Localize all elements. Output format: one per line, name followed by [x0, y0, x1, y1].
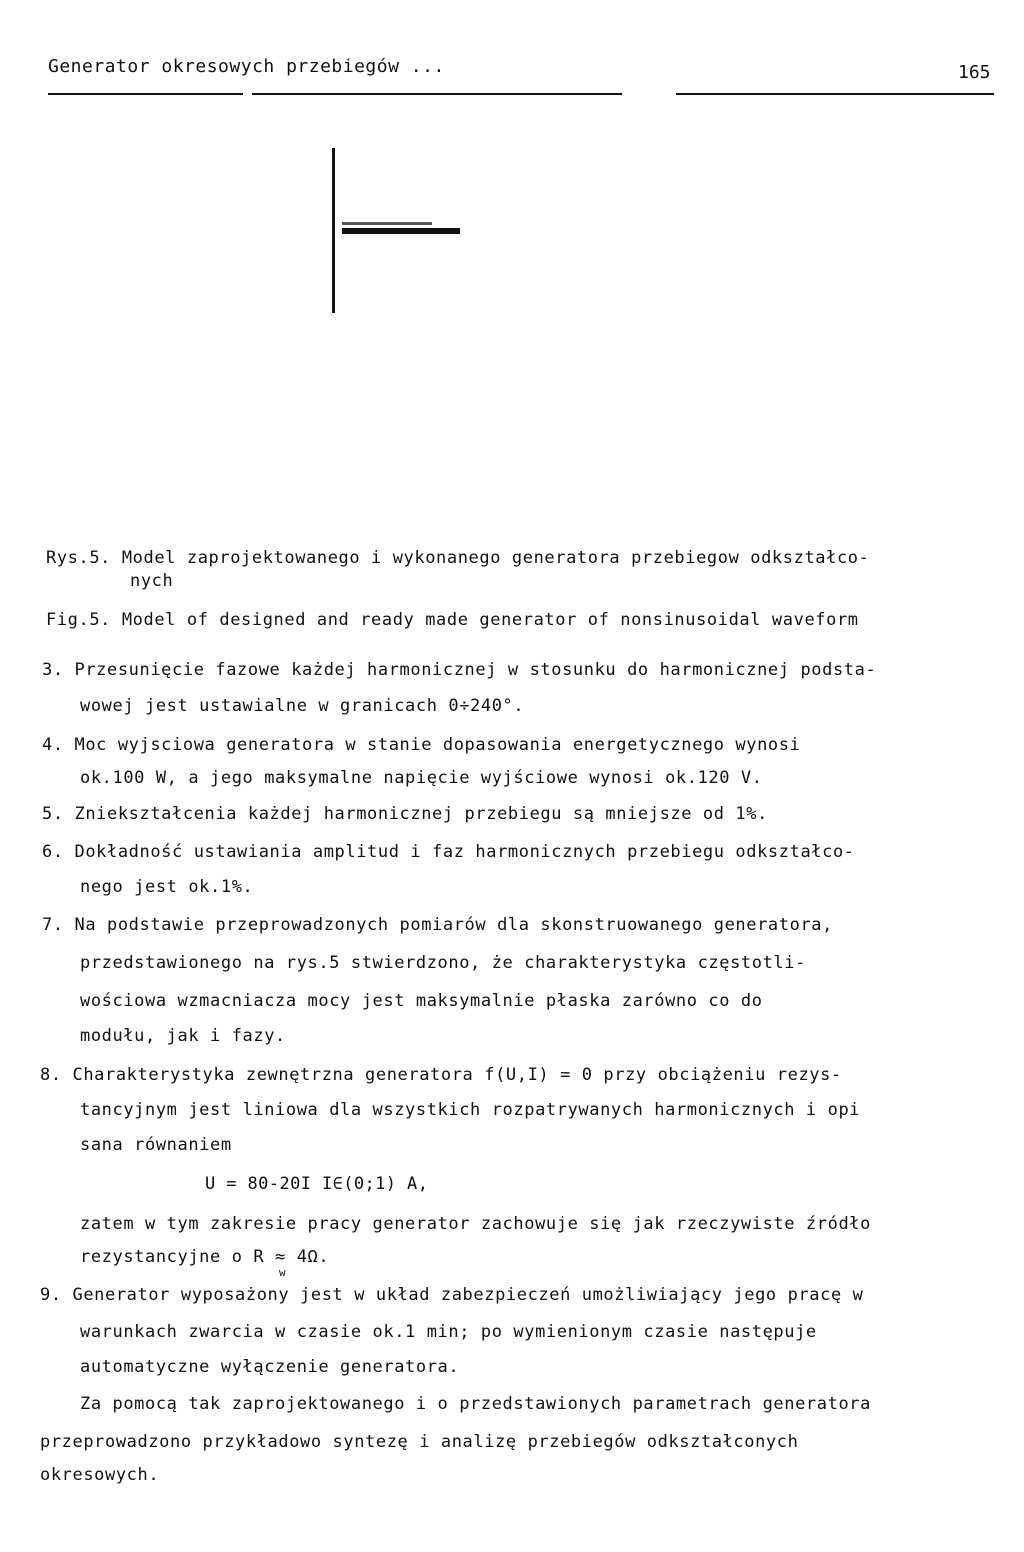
closing-paragraph-cont2: okresowych. [40, 1465, 160, 1485]
list-item-8-cont4: rezystancyjne o R ≈ 4Ω. [80, 1247, 330, 1267]
figure-caption-pl: Rys.5. Model zaprojektowanego i wykonanego generatora przebiegow odkształco- [46, 548, 870, 568]
list-item-9: 9. Generator wyposażony jest w układ zabezpieczeń umożliwiający jego pracę w [40, 1285, 864, 1305]
list-item-6-cont: nego jest ok.1%. [80, 877, 254, 897]
figure-image [330, 148, 460, 318]
list-item-4: 4. Moc wyjsciowa generatora w stanie dopasowania energetycznego wynosi [42, 735, 801, 755]
list-item-8-cont1: tancyjnym jest liniowa dla wszystkich rozpatrywanych harmonicznych i opi [80, 1100, 861, 1120]
list-item-8-cont2: sana równaniem [80, 1135, 232, 1155]
closing-paragraph-cont1: przeprowadzono przykładowo syntezę i analizę przebiegów odkształconych [40, 1432, 799, 1452]
list-item-7-cont1: przedstawionego na rys.5 stwierdzono, że charakterystyka częstotli- [80, 953, 806, 973]
list-item-7-cont2: wościowa wzmacniacza mocy jest maksymalnie płaska zarówno co do [80, 991, 763, 1011]
list-item-6: 6. Dokładność ustawiania amplitud i faz harmonicznych przebiegu odkształco- [42, 842, 855, 862]
running-title: Generator okresowych przebiegów ... [48, 56, 445, 77]
list-item-3-cont: wowej jest ustawialne w granicach 0÷240°. [80, 696, 525, 716]
figure-caption-pl-cont: nych [130, 571, 174, 591]
list-item-8-cont3: zatem w tym zakresie pracy generator zachowuje się jak rzeczywiste źródło [80, 1214, 871, 1234]
header-rule-right [676, 93, 994, 95]
resistance-subscript: w [279, 1266, 287, 1279]
list-item-7-cont3: modułu, jak i fazy. [80, 1026, 286, 1046]
equation: U = 80-20I I∈(0;1) A, [205, 1174, 429, 1194]
header-rule-left [48, 93, 243, 95]
list-item-4-cont: ok.100 W, a jego maksymalne napięcie wyjściowe wynosi ok.120 V. [80, 768, 763, 788]
list-item-9-cont1: warunkach zwarcia w czasie ok.1 min; po wymienionym czasie następuje [80, 1322, 817, 1342]
list-item-9-cont2: automatyczne wyłączenie generatora. [80, 1357, 460, 1377]
list-item-8: 8. Charakterystyka zewnętrzna generatora f(U,I) = 0 przy obciążeniu rezys- [40, 1065, 842, 1085]
closing-paragraph: Za pomocą tak zaprojektowanego i o przedstawionych parametrach generatora [80, 1394, 871, 1414]
header-rule-middle [252, 93, 622, 95]
page-number: 165 [958, 62, 991, 83]
list-item-7: 7. Na podstawie przeprowadzonych pomiarów dla skonstruowanego generatora, [42, 915, 833, 935]
list-item-3: 3. Przesunięcie fazowe każdej harmonicznej w stosunku do harmonicznej podsta- [42, 660, 877, 680]
figure-caption-en: Fig.5. Model of designed and ready made generator of nonsinusoidal waveform [46, 610, 859, 630]
list-item-5: 5. Zniekształcenia każdej harmonicznej przebiegu są mniejsze od 1%. [42, 804, 768, 824]
